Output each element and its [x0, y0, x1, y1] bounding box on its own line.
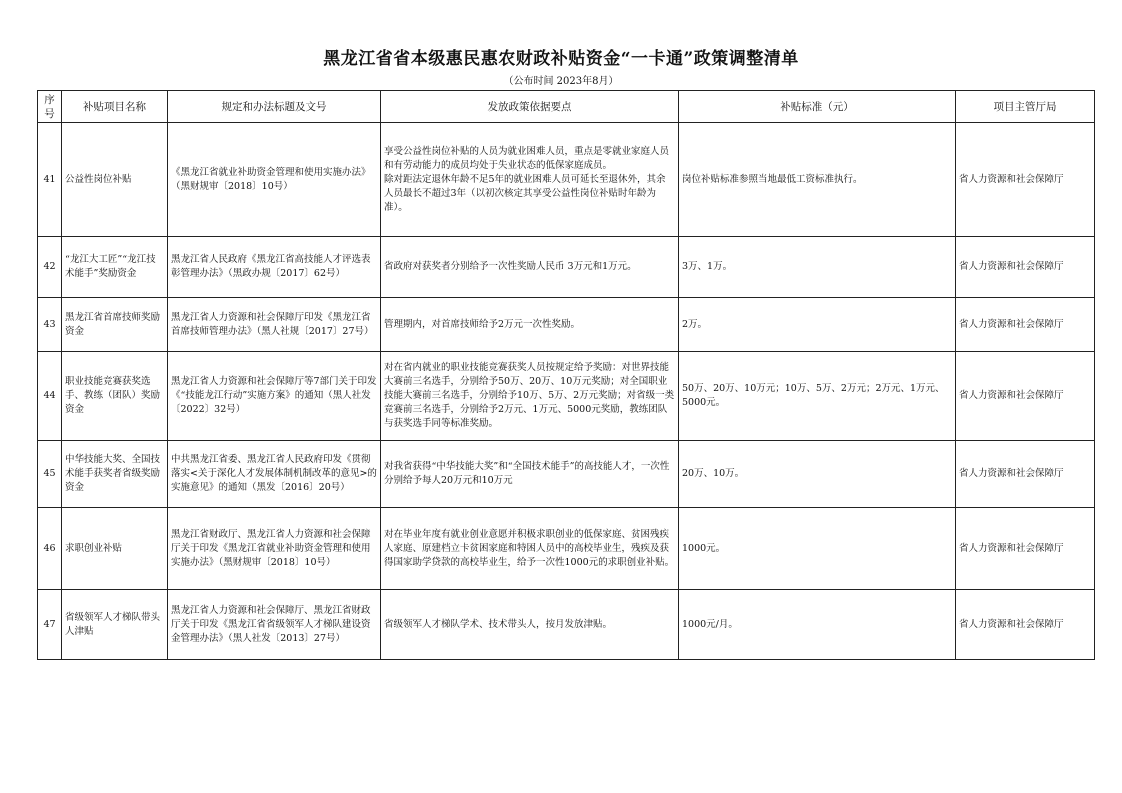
policy-text: 对我省获得“中华技能大奖”和“全国技术能手”的高技能人才，一次性分别给予每人20万元和10万元: [381, 441, 679, 508]
table-row: [38, 590, 1095, 660]
header-no: 序号: [38, 91, 62, 123]
row-no: 44: [38, 352, 62, 441]
regulation-text: 黑龙江省人力资源和社会保障厅、黑龙江省财政厅关于印发《黑龙江省省级领军人才梯队建设资金管理办法》（黑人社发〔2013〕27号）: [168, 590, 381, 660]
subsidy-name: 省级领军人才梯队带头人津贴: [62, 590, 168, 660]
subsidy-name: 公益性岗位补贴: [62, 123, 168, 237]
standard-text: 2万。: [679, 298, 956, 352]
table-row: [38, 298, 1095, 352]
subsidy-name: 求职创业补贴: [62, 508, 168, 590]
regulation-text: 《黑龙江省就业补助资金管理和使用实施办法》（黑财规审〔2018〕10号）: [168, 123, 381, 237]
department-text: 省人力资源和社会保障厅: [956, 441, 1095, 508]
table-header-row: [38, 91, 1095, 123]
policy-text: 省级领军人才梯队学术、技术带头人，按月发放津贴。: [381, 590, 679, 660]
table-row: [38, 123, 1095, 237]
policy-table: [37, 90, 1095, 660]
table-row: [38, 508, 1095, 590]
row-no: 41: [38, 123, 62, 237]
header-policy-basis: 发放政策依据要点: [381, 91, 679, 123]
table-row: [38, 352, 1095, 441]
department-text: 省人力资源和社会保障厅: [956, 237, 1095, 298]
regulation-text: 中共黑龙江省委、黑龙江省人民政府印发《贯彻落实<关于深化人才发展体制机制改革的意见>的实施意见》的通知（黑发〔2016〕20号）: [168, 441, 381, 508]
regulation-text: 黑龙江省人民政府《黑龙江省高技能人才评选表彰管理办法》（黑政办规〔2017〕62号）: [168, 237, 381, 298]
standard-text: 20万、10万。: [679, 441, 956, 508]
department-text: 省人力资源和社会保障厅: [956, 352, 1095, 441]
policy-text: 管理期内，对首席技师给予2万元一次性奖励。: [381, 298, 679, 352]
subsidy-name: 黑龙江省首席技师奖励资金: [62, 298, 168, 352]
regulation-text: 黑龙江省人力资源和社会保障厅印发《黑龙江省首席技师管理办法》（黑人社规〔2017〕27号）: [168, 298, 381, 352]
policy-text: 省政府对获奖者分别给予一次性奖励人民币 3万元和1万元。: [381, 237, 679, 298]
header-regulation: 规定和办法标题及文号: [168, 91, 381, 123]
row-no: 47: [38, 590, 62, 660]
subsidy-name: 职业技能竞赛获奖选手、教练（团队）奖励资金: [62, 352, 168, 441]
subsidy-name: 中华技能大奖、全国技术能手获奖者省级奖励资金: [62, 441, 168, 508]
row-no: 42: [38, 237, 62, 298]
policy-text: 对在省内就业的职业技能竞赛获奖人员按规定给予奖励：对世界技能大赛前三名选手，分别给予50万、20万、10万元奖励；对全国职业技能大赛前三名选手，分别给予10万、5万、2万元奖励；对省级一类竞赛前三名选手，分别给予2万元、1万元、5000元奖励，教练团队与获奖选手同等标准奖励。: [381, 352, 679, 441]
department-text: 省人力资源和社会保障厅: [956, 298, 1095, 352]
standard-text: 1000元/月。: [679, 590, 956, 660]
publish-date: （公布时间 2023年8月）: [503, 76, 619, 87]
standard-text: 50万、20万、10万元；10万、5万、2万元；2万元、1万元、5000元。: [679, 352, 956, 441]
standard-text: 岗位补贴标准参照当地最低工资标准执行。: [679, 123, 956, 237]
table-row: [38, 237, 1095, 298]
department-text: 省人力资源和社会保障厅: [956, 508, 1095, 590]
table-row: [38, 441, 1095, 508]
standard-text: 3万、1万。: [679, 237, 956, 298]
regulation-text: 黑龙江省财政厅、黑龙江省人力资源和社会保障厅关于印发《黑龙江省就业补助资金管理和使用实施办法》（黑财规审〔2018〕10号）: [168, 508, 381, 590]
page-title: 黑龙江省省本级惠民惠农财政补贴资金“一卡通”政策调整清单: [323, 49, 799, 69]
regulation-text: 黑龙江省人力资源和社会保障厅等7部门关于印发《“技能龙江行动”实施方案》的通知（黑人社发〔2022〕32号）: [168, 352, 381, 441]
department-text: 省人力资源和社会保障厅: [956, 590, 1095, 660]
header-standard: 补贴标准（元）: [679, 91, 956, 123]
subsidy-name: “龙江大工匠”“龙江技术能手”奖励资金: [62, 237, 168, 298]
standard-text: 1000元。: [679, 508, 956, 590]
header-subsidy-name: 补贴项目名称: [62, 91, 168, 123]
row-no: 43: [38, 298, 62, 352]
header-department: 项目主管厅局: [956, 91, 1095, 123]
policy-text: 对在毕业年度有就业创业意愿并积极求职创业的低保家庭、贫困残疾人家庭、原建档立卡贫困家庭和特困人员中的高校毕业生，残疾及获得国家助学贷款的高校毕业生，给予一次性1000元的求职创业补贴。: [381, 508, 679, 590]
policy-text: 享受公益性岗位补贴的人员为就业困难人员，重点是零就业家庭人员和有劳动能力的成员均处于失业状态的低保家庭成员。 除对距法定退休年龄不足5年的就业困难人员可延长至退休外，其余人员最长不超过3年（以初次核定其享受公益性岗位补贴时年龄为准）。: [381, 123, 679, 237]
row-no: 46: [38, 508, 62, 590]
department-text: 省人力资源和社会保障厅: [956, 123, 1095, 237]
row-no: 45: [38, 441, 62, 508]
